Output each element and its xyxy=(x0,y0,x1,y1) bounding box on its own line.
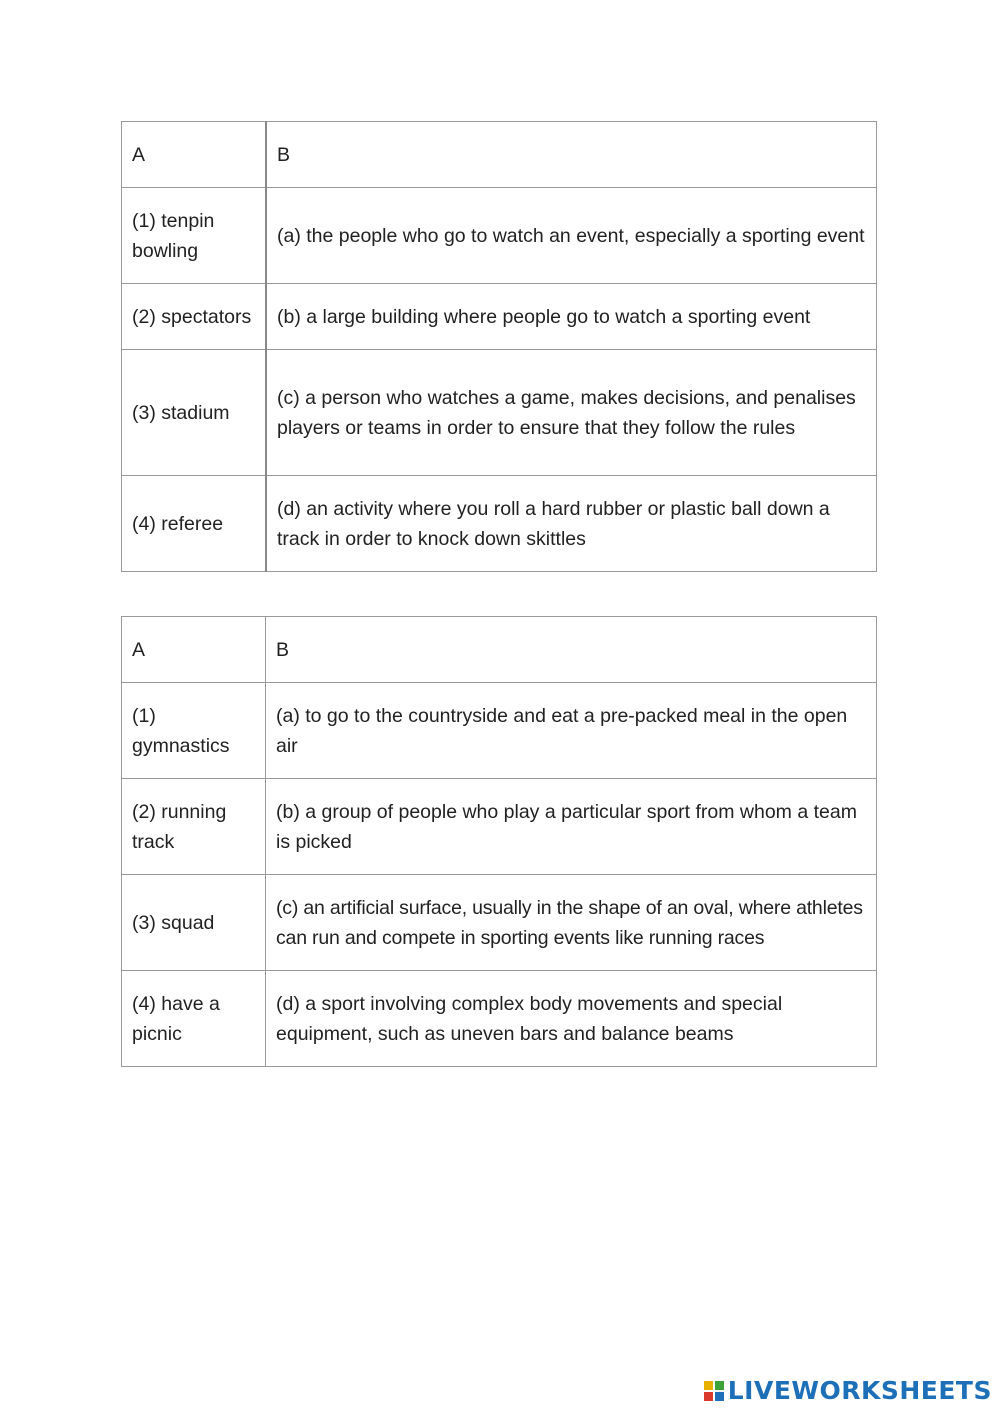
definition-cell: (a) the people who go to watch an event, especially a sporting event xyxy=(266,188,877,284)
definition-cell: (c) a person who watches a game, makes decisions, and penalises players or teams in order to ensure that they follow the rules xyxy=(266,350,877,476)
definition-cell: (c) an artificial surface, usually in the shape of an oval, where athletes can run and compete in sporting events like running races xyxy=(266,875,877,971)
logo-block xyxy=(715,1392,724,1401)
logo-block xyxy=(715,1381,724,1390)
table-header-row xyxy=(122,122,877,188)
table-row xyxy=(122,476,877,572)
definition-cell: (b) a large building where people go to watch a sporting event xyxy=(266,284,877,350)
column-b-header: B xyxy=(266,617,877,683)
column-b-header: B xyxy=(266,122,877,188)
term-cell: (3) squad xyxy=(122,875,266,971)
definition-cell: (d) a sport involving complex body movements and special equipment, such as uneven bars and balance beams xyxy=(266,971,877,1067)
definition-cell: (d) an activity where you roll a hard rubber or plastic ball down a track in order to knock down skittles xyxy=(266,476,877,572)
logo-text: LIVEWORKSHEETS xyxy=(727,1376,992,1405)
term-cell: (4) referee xyxy=(122,476,267,572)
definition-cell: (a) to go to the countryside and eat a pre-packed meal in the open air xyxy=(266,683,877,779)
term-cell: (3) stadium xyxy=(122,350,267,476)
logo-block xyxy=(704,1381,713,1390)
liveworksheets-logo[interactable] xyxy=(704,1376,992,1405)
table-row xyxy=(122,683,877,779)
logo-blocks-icon xyxy=(704,1381,724,1401)
term-cell: (2) running track xyxy=(122,779,266,875)
matching-table-1 xyxy=(121,121,877,572)
term-cell: (1) tenpin bowling xyxy=(122,188,267,284)
column-a-header: A xyxy=(122,122,267,188)
table-row xyxy=(122,284,877,350)
table-row xyxy=(122,971,877,1067)
matching-table-2 xyxy=(121,616,877,1067)
term-cell: (2) spectators xyxy=(122,284,267,350)
column-a-header: A xyxy=(122,617,266,683)
table-row xyxy=(122,875,877,971)
definition-cell: (b) a group of people who play a particular sport from whom a team is picked xyxy=(266,779,877,875)
table-header-row xyxy=(122,617,877,683)
table-row xyxy=(122,779,877,875)
logo-block xyxy=(704,1392,713,1401)
term-cell: (1) gymnastics xyxy=(122,683,266,779)
table-row xyxy=(122,350,877,476)
term-cell: (4) have a picnic xyxy=(122,971,266,1067)
table-row xyxy=(122,188,877,284)
